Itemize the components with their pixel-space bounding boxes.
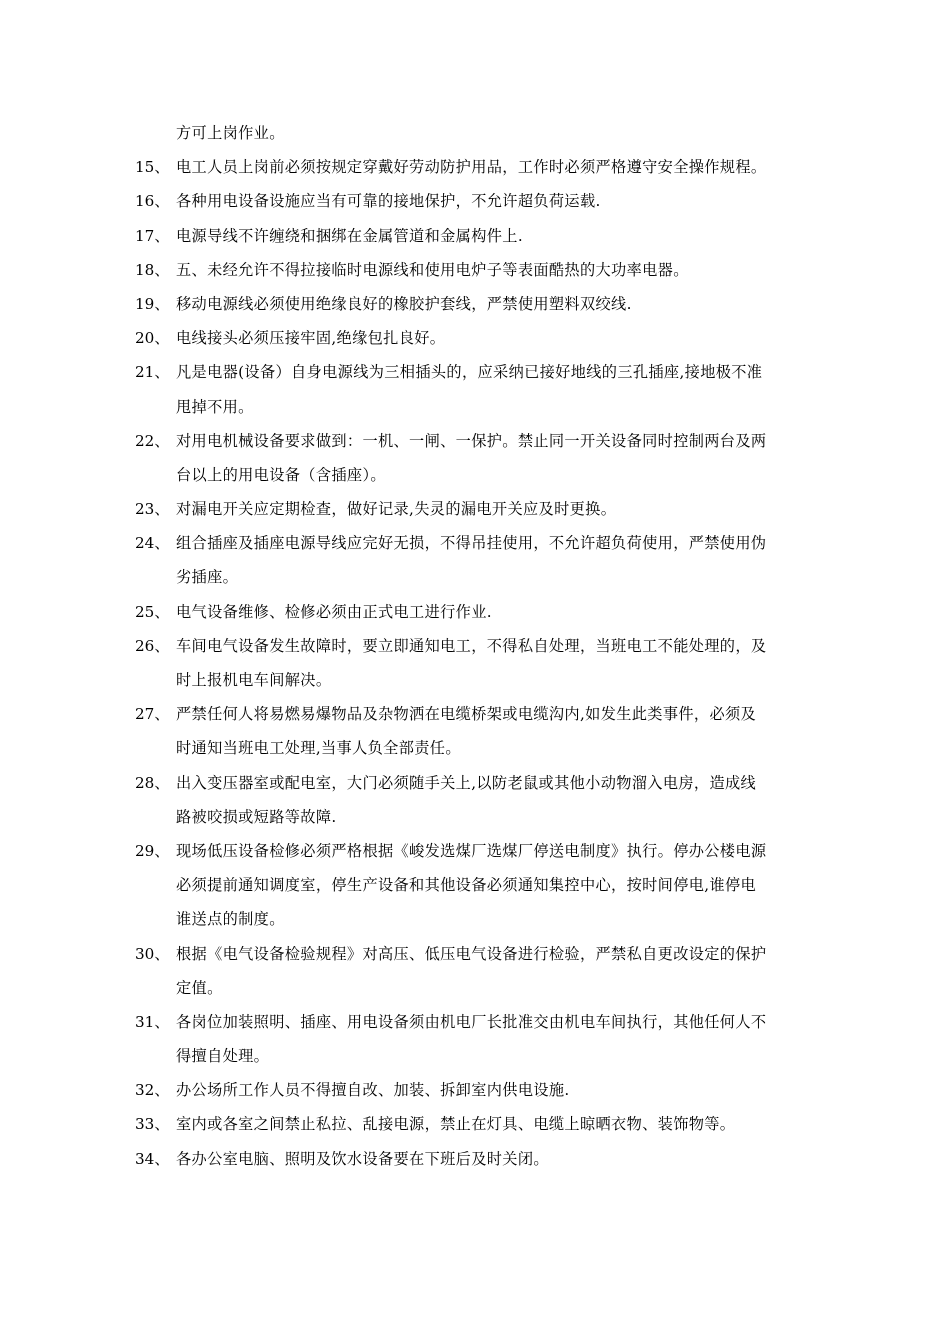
- list-item-continuation: [0, 875, 950, 909]
- item-number: 27、: [135, 705, 170, 724]
- item-number: 26、: [135, 636, 170, 655]
- list-item-continuation: [0, 1046, 950, 1080]
- item-number: 22、: [135, 431, 170, 450]
- list-item-continuation: [0, 909, 950, 943]
- item-number: 18、: [135, 260, 170, 279]
- list-item: [0, 773, 950, 807]
- list-item: [0, 1114, 950, 1148]
- list-item: [0, 499, 950, 533]
- list-item: [0, 157, 950, 191]
- item-text: 现场低压设备检修必须严格根据《峻发选煤厂选煤厂停送电制度》执行。停办公楼电源: [176, 841, 767, 860]
- item-text: 必须提前通知调度室，停生产设备和其他设备必须通知集控中心，按时间停电,谁停电: [176, 876, 757, 895]
- item-number: 28、: [135, 773, 170, 792]
- item-text: 各办公室电脑、照明及饮水设备要在下班后及时关闭。: [176, 1149, 549, 1168]
- item-number: 32、: [135, 1081, 170, 1100]
- document-body: [0, 123, 950, 1183]
- list-item: [0, 841, 950, 875]
- item-text: 对用电机械设备要求做到：一机、一闸、一保护。禁止同一开关设备同时控制两台及两: [176, 431, 767, 450]
- item-text: 室内或各室之间禁止私拉、乱接电源，禁止在灯具、电缆上晾晒衣物、装饰物等。: [176, 1115, 736, 1134]
- list-item-continuation: [0, 670, 950, 704]
- item-text: 车间电气设备发生故障时，要立即通知电工，不得私自处理，当班电工不能处理的，及: [176, 636, 767, 655]
- item-text: 电工人员上岗前必须按规定穿戴好劳动防护用品，工作时必须严格遵守安全操作规程。: [176, 158, 767, 177]
- item-text: 根据《电气设备检验规程》对高压、低压电气设备进行检验，严禁私自更改设定的保护: [176, 944, 767, 963]
- item-text: 定值。: [176, 978, 223, 997]
- item-text: 电线接头必须压接牢固,绝缘包扎良好。: [176, 329, 446, 348]
- list-item-continuation: [0, 123, 950, 157]
- item-number: 31、: [135, 1012, 170, 1031]
- list-item: [0, 328, 950, 362]
- list-item: [0, 226, 950, 260]
- list-item: [0, 362, 950, 396]
- list-item: [0, 260, 950, 294]
- list-item: [0, 704, 950, 738]
- item-number: 25、: [135, 602, 170, 621]
- item-text: 谁送点的制度。: [176, 910, 285, 929]
- list-item: [0, 431, 950, 465]
- item-text: 严禁任何人将易燃易爆物品及杂物洒在电缆桥架或电缆沟内,如发生此类事件，必须及: [176, 705, 757, 724]
- item-number: 20、: [135, 329, 170, 348]
- item-text: 电源导线不许缠绕和捆绑在金属管道和金属构件上.: [176, 226, 524, 245]
- item-text: 凡是电器(设备）自身电源线为三相插头的，应采纳已接好地线的三孔插座,接地极不准: [176, 363, 763, 382]
- list-item-continuation: [0, 807, 950, 841]
- item-text: 得擅自处理。: [176, 1047, 270, 1066]
- list-item: [0, 636, 950, 670]
- item-number: 17、: [135, 226, 170, 245]
- list-item: [0, 1012, 950, 1046]
- item-text: 方可上岗作业。: [176, 124, 285, 142]
- item-number: 29、: [135, 841, 170, 860]
- list-item-continuation: [0, 567, 950, 601]
- item-text: 办公场所工作人员不得擅自改、加装、拆卸室内供电设施.: [176, 1081, 570, 1100]
- item-number: 34、: [135, 1149, 170, 1168]
- item-text: 出入变压器室或配电室，大门必须随手关上,以防老鼠或其他小动物溜入电房，造成线: [176, 773, 757, 792]
- item-number: 30、: [135, 944, 170, 963]
- item-text: 时上报机电车间解决。: [176, 671, 332, 689]
- list-item: [0, 533, 950, 567]
- item-number: 21、: [135, 363, 170, 382]
- item-text: 移动电源线必须使用绝缘良好的橡胶护套线，严禁使用塑料双绞线.: [176, 294, 632, 313]
- item-text: 劣插座。: [176, 568, 239, 587]
- list-item: [0, 191, 950, 225]
- item-text: 甩掉不用。: [176, 397, 254, 416]
- list-item-continuation: [0, 978, 950, 1012]
- item-number: 16、: [135, 192, 170, 211]
- item-number: 33、: [135, 1115, 170, 1134]
- list-item: [0, 602, 950, 636]
- item-text: 各岗位加装照明、插座、用电设备须由机电厂长批准交由机电车间执行，其他任何人不: [176, 1012, 767, 1031]
- list-item-continuation: [0, 738, 950, 772]
- list-item: [0, 1149, 950, 1183]
- list-item-continuation: [0, 397, 950, 431]
- list-item: [0, 294, 950, 328]
- item-text: 组合插座及插座电源导线应完好无损，不得吊挂使用，不允许超负荷使用，严禁使用伪: [176, 534, 767, 553]
- item-text: 时通知当班电工处理,当事人负全部责任。: [176, 739, 461, 758]
- item-text: 路被咬损或短路等故障.: [176, 807, 337, 826]
- item-number: 15、: [135, 158, 170, 177]
- item-text: 五、未经允许不得拉接临时电源线和使用电炉子等表面酷热的大功率电器。: [176, 260, 689, 279]
- list-item: [0, 1080, 950, 1114]
- list-item-continuation: [0, 465, 950, 499]
- item-text: 各种用电设备设施应当有可靠的接地保护，不允许超负荷运载.: [176, 192, 601, 211]
- item-text: 对漏电开关应定期检查，做好记录,失灵的漏电开关应及时更换。: [176, 500, 617, 519]
- item-number: 23、: [135, 500, 170, 519]
- list-item: [0, 944, 950, 978]
- item-number: 19、: [135, 294, 170, 313]
- item-text: 电气设备维修、检修必须由正式电工进行作业.: [176, 602, 492, 621]
- item-text: 台以上的用电设备（含插座）。: [176, 465, 386, 484]
- item-number: 24、: [135, 534, 170, 553]
